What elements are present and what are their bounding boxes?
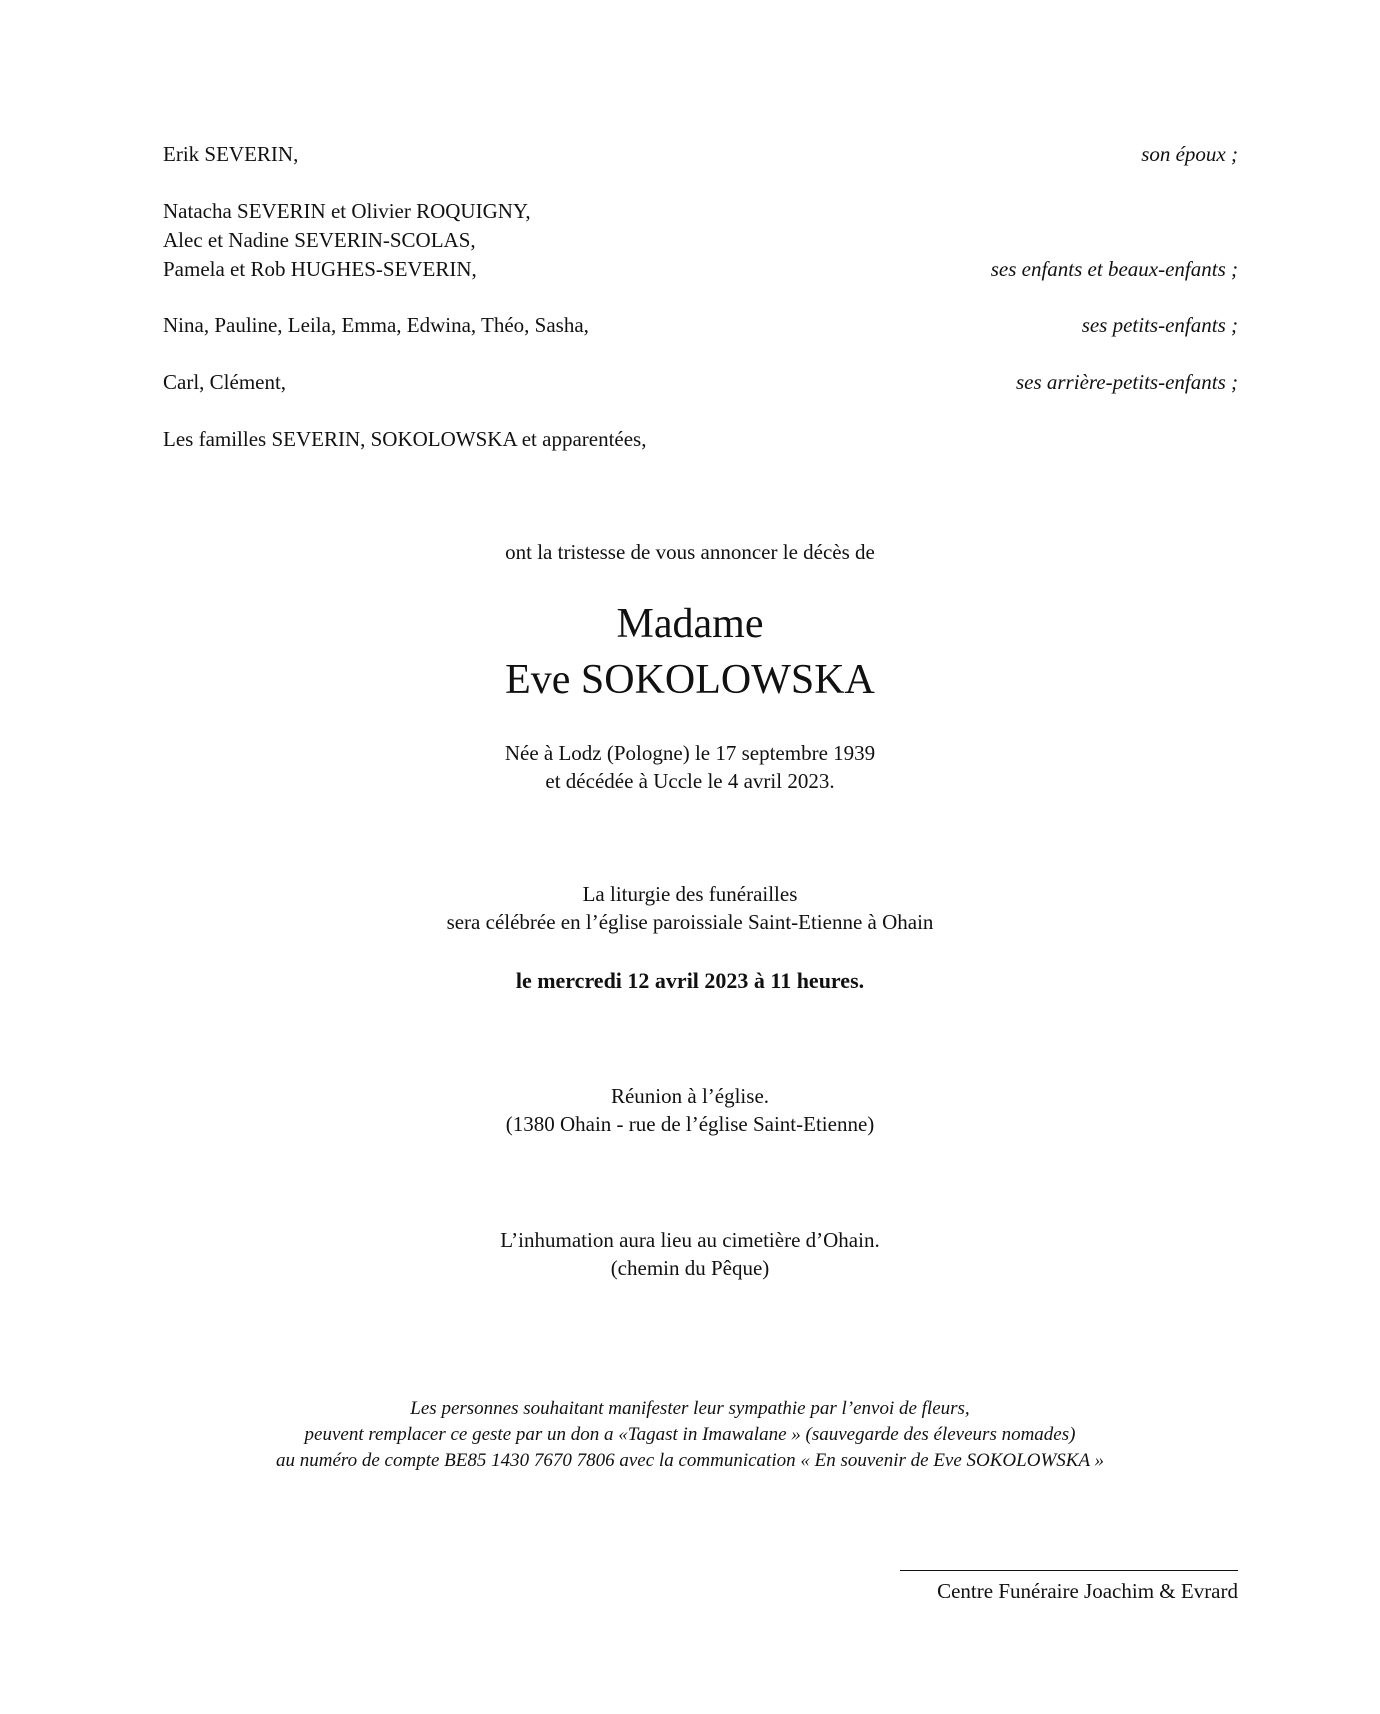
death-info: et décédée à Uccle le 4 avril 2023. xyxy=(545,769,835,793)
deceased-name: Eve SOKOLOWSKA xyxy=(505,657,875,703)
meeting-line-1: Réunion à l’église. xyxy=(610,1084,770,1108)
grandchildren-names: Nina, Pauline, Leila, Emma, Edwina, Théo, Sasha, xyxy=(163,313,589,337)
child-line: Natacha SEVERIN et Olivier ROQUIGNY, xyxy=(163,199,531,223)
ceremony-line-2: sera célébrée en l’église paroissiale Saint-Etienne à Ohain xyxy=(446,910,934,934)
great-grandchildren-row xyxy=(163,368,1238,397)
ceremony-line-1: La liturgie des funérailles xyxy=(582,882,798,906)
children-row xyxy=(163,197,1238,284)
spouse-row xyxy=(163,140,1238,169)
announcement-intro: ont la tristesse de vous annoncer le décès de xyxy=(505,540,875,564)
signature-block xyxy=(900,1570,1238,1606)
families-names: Les familles SEVERIN, SOKOLOWSKA et apparentées, xyxy=(163,427,647,451)
donation-line-3: au numéro de compte BE85 1430 7670 7806 avec la communication « En souvenir de Eve SOKOLOWSKA » xyxy=(276,1450,1104,1471)
deceased-title: Madame xyxy=(616,601,764,647)
great-grandchildren-relation: ses arrière-petits-enfants ; xyxy=(1015,370,1238,394)
signature-line xyxy=(900,1570,1238,1571)
funeral-home-name: Centre Funéraire Joachim & Evrard xyxy=(937,1579,1238,1603)
birth-info: Née à Lodz (Pologne) le 17 septembre 1939 xyxy=(504,741,876,765)
children-names xyxy=(163,197,531,284)
grandchildren-relation: ses petits-enfants ; xyxy=(1081,313,1238,337)
burial-line-2: (chemin du Pêque) xyxy=(610,1256,770,1280)
families-row xyxy=(163,425,1238,454)
child-line: Pamela et Rob HUGHES-SEVERIN, xyxy=(163,257,477,281)
ceremony-date: le mercredi 12 avril 2023 à 11 heures. xyxy=(515,968,865,993)
spouse-name: Erik SEVERIN, xyxy=(163,142,299,166)
donation-line-1: Les personnes souhaitant manifester leur sympathie par l’envoi de fleurs, xyxy=(410,1398,970,1419)
grandchildren-row xyxy=(163,311,1238,340)
donation-line-2: peuvent remplacer ce geste par un don a «Tagast in Imawalane » (sauvegarde des éleveurs nomades) xyxy=(304,1424,1076,1445)
spouse-relation: son époux ; xyxy=(1141,142,1238,166)
great-grandchildren-names: Carl, Clément, xyxy=(163,370,287,394)
burial-line-1: L’inhumation aura lieu au cimetière d’Ohain. xyxy=(500,1228,880,1252)
child-line: Alec et Nadine SEVERIN-SCOLAS, xyxy=(163,228,476,252)
meeting-line-2: (1380 Ohain - rue de l’église Saint-Etienne) xyxy=(505,1112,875,1136)
children-relation: ses enfants et beaux-enfants ; xyxy=(990,257,1238,281)
